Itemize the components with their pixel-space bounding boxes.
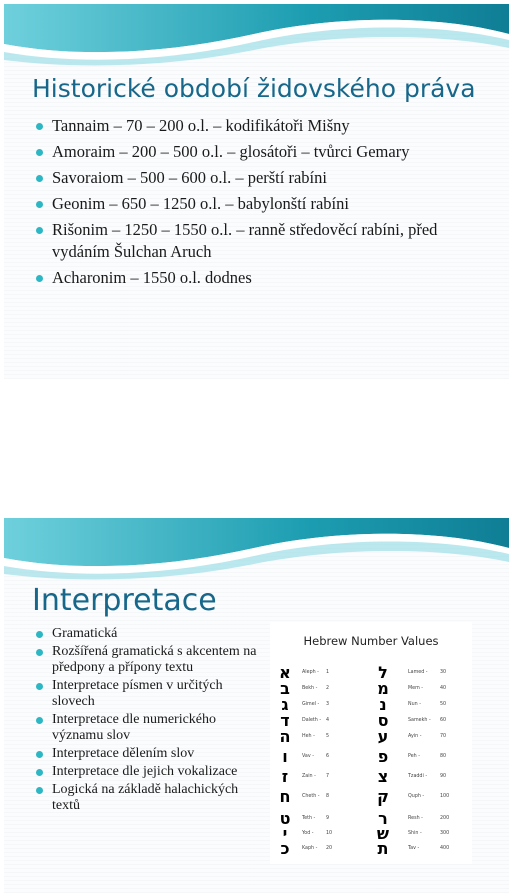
hebrew-letter-name: Tav - [408,846,420,851]
bullet-text: Savoraiom – 500 – 600 o.l. – perští rabíni [52,168,327,187]
hebrew-letter-name: Daleth - [302,718,322,723]
hebrew-letter-row [270,695,472,714]
hebrew-letter-name: Lamed - [408,670,428,675]
bullet-item [34,193,494,215]
hebrew-letter-glyph: ת [377,839,389,858]
bullet-item [34,267,494,289]
bullet-dot-icon [36,649,43,656]
bullet-text: Amoraim – 200 – 500 o.l. – glosátoři – tvůrci Gemary [52,142,410,161]
hebrew-letter-name: Gimel - [302,702,320,707]
bullet-dot-icon [36,149,43,156]
bullet-dot-icon [36,717,43,724]
hebrew-letter-glyph: ז [281,767,289,786]
bullet-dot-icon [36,787,43,794]
bullet-text: Tannaim – 70 – 200 o.l. – kodifikátoři Mišny [52,116,350,135]
hebrew-letter-row [270,839,472,858]
hebrew-letter-glyph: ו [282,747,288,766]
hebrew-letter-glyph: ב [280,679,290,698]
hebrew-letter-name: Ayin - [408,734,422,739]
hebrew-letter-name: Tzaddi - [408,774,428,779]
hebrew-letter-value: 6 [326,754,330,759]
hebrew-letter-name: Aleph - [302,670,319,675]
hebrew-letter-name: Mem - [408,686,424,691]
hebrew-letter-name: Nun - [408,702,421,707]
bullet-item [34,782,262,814]
bullet-text: Interpretace dle numerického významu slov [52,712,217,743]
hebrew-letter-name: Samekh - [408,718,431,723]
hebrew-letter-value: 90 [440,774,447,779]
hebrew-letter-value: 100 [440,794,450,799]
slide-2 [4,518,509,893]
bullet-text: Rišonim – 1250 – 1550 o.l. – ranně středověcí rabíni, před vydáním Šulchan Aruch [52,220,438,261]
hebrew-letter-name: Cheth - [302,794,320,799]
bullet-dot-icon [36,631,43,638]
hebrew-letter-value: 300 [440,831,450,836]
hebrew-letter-glyph: ל [378,663,388,682]
hebrew-number-values-image [270,622,472,864]
hebrew-letter-value: 60 [440,718,447,723]
hebrew-letter-name: Resh - [408,816,423,821]
hebrew-letter-glyph: מ [377,679,389,698]
hebrew-letter-row [270,727,472,746]
hebrew-letter-row [270,787,472,806]
bullet-text: Interpretace dle jejich vokalizace [52,764,238,779]
hebrew-letter-name: Yod - [302,831,314,836]
hebrew-letter-value: 70 [440,734,447,739]
hebrew-letter-value: 9 [326,816,330,821]
slide-title: Historické období židovského práva [32,74,476,103]
hebrew-letter-name: Peh - [408,754,420,759]
hebrew-letter-glyph: ש [376,824,390,843]
hebrew-letter-glyph: ט [279,809,291,828]
bullet-item [34,115,494,137]
hebrew-letter-glyph: ח [279,787,291,806]
bullet-dot-icon [36,769,43,776]
decorative-wave [4,518,509,586]
bullet-list [34,626,262,816]
bullet-dot-icon [36,175,43,182]
bullet-item [34,746,262,762]
hebrew-letter-value: 200 [440,816,450,821]
hebrew-letter-glyph: ע [377,727,389,746]
bullet-item [34,712,262,744]
bullet-text: Logická na základě halachických textů [52,782,239,813]
hebrew-letter-name: Bekh - [302,686,318,691]
bullet-item [34,141,494,163]
hebrew-letter-glyph: ס [377,711,389,730]
hebrew-letter-name: Shin - [408,831,422,836]
hebrew-letter-name: Kaph - [302,846,318,851]
bullet-dot-icon [36,201,43,208]
hebrew-letter-value: 50 [440,702,447,707]
bullet-item [34,167,494,189]
slide-title: Interpretace [32,583,217,618]
hebrew-letter-value: 5 [326,734,330,739]
bullet-text: Gramatická [52,626,118,641]
hebrew-letter-value: 20 [326,846,333,851]
hebrew-letter-value: 10 [326,831,333,836]
hebrew-letter-name: Zain - [302,774,316,779]
hebrew-letter-row [270,809,472,828]
hebrew-letter-name: Vav - [302,754,314,759]
hebrew-letter-glyph: ה [279,727,291,746]
hebrew-letter-value: 1 [326,670,330,675]
hebrew-letter-name: Teth - [302,816,316,821]
hebrew-letter-glyph: פ [377,747,389,766]
hebrew-letter-value: 7 [326,774,330,779]
hebrew-letter-row [270,747,472,766]
bullet-item [34,678,262,710]
hebrew-chart-title: Hebrew Number Values [303,634,439,648]
hebrew-letter-glyph: נ [379,695,387,714]
hebrew-letter-value: 4 [326,718,330,723]
bullet-text: Rozšířená gramatická s akcentem na předpony a přípony textu [52,644,257,675]
bullet-item [34,626,262,642]
hebrew-letter-row [270,663,472,682]
hebrew-letter-glyph: כ [280,839,290,858]
bullet-dot-icon [36,683,43,690]
bullet-dot-icon [36,227,43,234]
bullet-item [34,764,262,780]
decorative-wave [4,4,509,72]
bullet-dot-icon [36,123,43,130]
slide-1 [4,4,509,379]
bullet-list [34,115,494,293]
bullet-text: Interpretace písmen v určitých slovech [52,678,223,709]
hebrew-letter-row [270,824,472,843]
hebrew-letter-value: 40 [440,686,447,691]
hebrew-letter-row [270,767,472,786]
hebrew-letter-value: 2 [326,686,330,691]
hebrew-letter-value: 8 [326,794,330,799]
bullet-text: Acharonim – 1550 o.l. dodnes [52,268,252,287]
bullet-text: Interpretace dělením slov [52,746,195,761]
hebrew-letter-glyph: ק [377,787,389,806]
bullet-item [34,644,262,676]
hebrew-letter-value: 30 [440,670,447,675]
hebrew-letter-value: 400 [440,846,450,851]
hebrew-letter-glyph: ג [281,695,289,714]
hebrew-letter-value: 80 [440,754,447,759]
hebrew-letter-row [270,711,472,730]
bullet-item [34,219,494,263]
bullet-dot-icon [36,751,43,758]
bullet-dot-icon [36,275,43,282]
hebrew-letter-glyph: צ [377,767,389,786]
hebrew-letter-name: Quph - [408,794,425,799]
hebrew-letter-glyph: י [282,824,288,843]
hebrew-letter-row [270,679,472,698]
hebrew-letter-glyph: ר [378,809,388,828]
hebrew-letter-glyph: א [279,663,291,682]
hebrew-letter-value: 3 [326,702,330,707]
bullet-text: Geonim – 650 – 1250 o.l. – babylonští rabíni [52,194,349,213]
hebrew-letter-glyph: ד [280,711,290,730]
hebrew-letter-name: Heh - [302,734,315,739]
